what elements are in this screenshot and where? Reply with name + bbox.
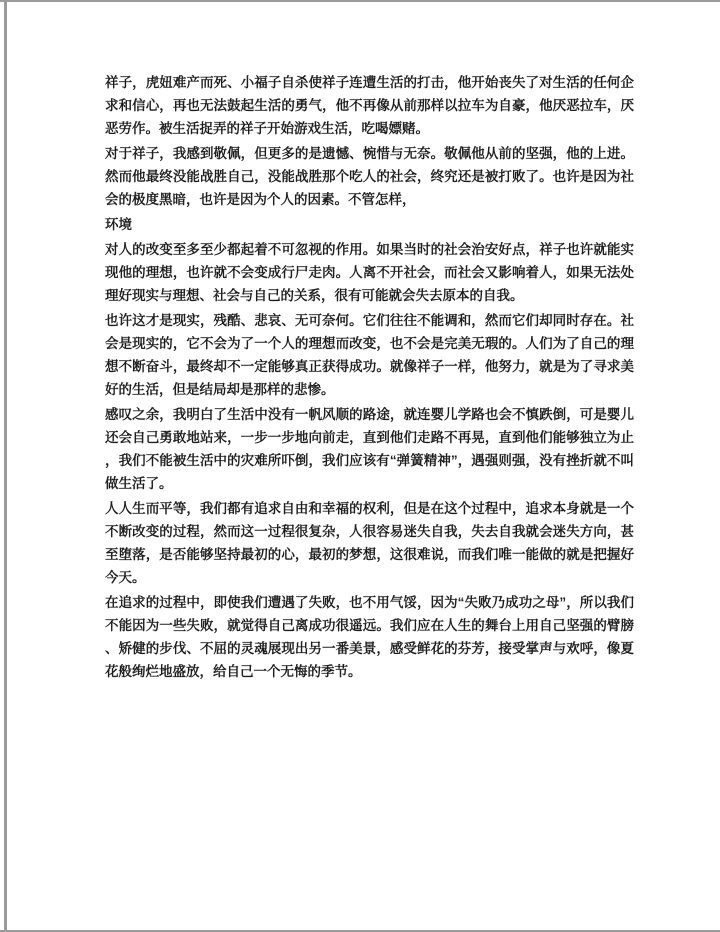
- page-border-left: [4, 0, 7, 932]
- essay-paragraph-xiangzi-downfall: 祥子，虎妞难产而死、小福子自杀使祥子连遭生活的打击，他开始丧失了对生活的任何企求和信心，再也无法鼓起生活的勇气，他不再像从前那样以拉车为自豪，他厌恶拉车，厌恶劳作。被生活捉弄的祥子开始游戏生活，吃喝嫖赌。: [105, 75, 634, 136]
- essay-paragraph-reality-cruelty: 也许这才是现实，残酷、悲哀、无可奈何。它们往往不能调和，然而它们却同时存在。社会是现实的，它不会为了一个人的理想而改变，也不会是完美无瑕的。人们为了自己的理想不断奋斗，最终却不一定能够真正获得成功。就像祥子一样，他努力，就是为了寻求美好的生活，但是结局却是那样的悲惨。: [105, 313, 634, 397]
- essay-paragraph-society-influence: 对人的改变至多至少都起着不可忽视的作用。如果当时的社会治安好点，祥子也许就能实现他的理想，也许就不会变成行尸走肉。人离不开社会，而社会又影响着人，如果无法处理好现实与理想、社会与自己的关系，很有可能就会失去原本的自我。: [105, 242, 634, 303]
- section-heading-environment: 环境: [105, 217, 132, 232]
- essay-paragraph-failure-success: 在追求的过程中，即使我们遭遇了失败，也不用气馁，因为“失败乃成功之母”，所以我们不能因为一些失败，就觉得自己离成功很遥远。我们应在人生的舞台上用自己坚强的臂膀、矫健的步伐、不屈的灵魂展现出另一番美景，感受鲜花的芬芳，接受掌声与欢呼，像夏花般绚烂地盛放，给自己一个无悔的季节。: [105, 595, 634, 679]
- essay-paragraph-admiration-regret: 对于祥子，我感到敬佩，但更多的是遗憾、惋惜与无奈。敬佩他从前的坚强，他的上进。然而他最终没能战胜自己，没能战胜那个吃人的社会，终究还是被打败了。也许是因为社会的极度黑暗，也许是因为个人的因素。不管怎样，: [105, 146, 634, 207]
- essay-text-column: [105, 71, 634, 685]
- essay-paragraph-equality-pursuit: 人人生而平等，我们都有追求自由和幸福的权利，但是在这个过程中，追求本身就是一个不断改变的过程，然而这一过程很复杂，人很容易迷失自我，失去自我就会迷失方向，甚至堕落，是否能够坚持最初的心，最初的梦想，这很难说，而我们唯一能做的就是把握好今天。: [105, 501, 634, 585]
- essay-paragraph-spring-spirit: 感叹之余，我明白了生活中没有一帆风顺的路途，就连婴儿学路也会不慎跌倒，可是婴儿还会自己勇敢地站来，一步一步地向前走，直到他们走路不再晃，直到他们能够独立为止，我们不能被生活中的灾难所吓倒，我们应该有“弹簧精神”，遇强则强，没有挫折就不叫做生活了。: [105, 407, 634, 491]
- page-border-top: [0, 0, 720, 2]
